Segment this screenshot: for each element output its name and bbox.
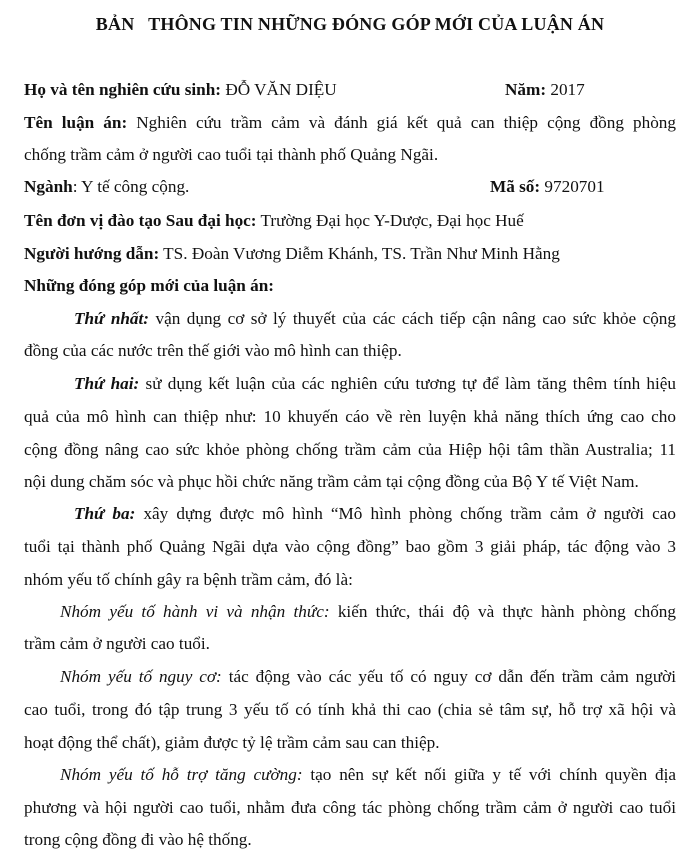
third-line-3: nhóm yếu tố chính gây ra bệnh trầm cảm, đó là: [24,570,353,589]
second-line-2: quả của mô hình can thiệp như: 10 khuyến cáo về rèn luyện khả năng thích ứng cao cho [24,407,676,426]
group2-line-2: cao tuổi, trong đó tập trung 3 yếu tố có tính khả thi cao (chia sẻ tâm sự, hỗ trợ xã hội và [24,700,676,719]
second-line-4: nội dung chăm sóc và phục hồi chức năng trầm cảm tại cộng đồng của Bộ Y tế Việt Nam. [24,472,639,491]
supervisor-line [24,244,676,264]
institution-line [24,211,676,231]
major-value: : Y tế công cộng. [72,177,190,196]
second-line-1: Thứ hai: sử dụng kết luận của các nghiên cứu tương tự để làm tăng thêm tính hiệu [74,374,676,393]
group3-line-3: trong cộng đồng đi vào hệ thống. [24,830,252,849]
code-value: 9720701 [540,177,605,196]
major-label: Ngành [24,177,73,196]
supervisor-label: Người hướng dẫn: [24,244,160,263]
group1-line-2: trầm cảm ở người cao tuổi. [24,634,210,653]
document-title: BẢN THÔNG TIN NHỮNG ĐÓNG GÓP MỚI CỦA LUẬN ÁN [95,14,605,34]
group2-line-1: Nhóm yếu tố nguy cơ: tác động vào các yếu tố có nguy cơ dẫn đến trầm cảm người [60,667,677,686]
thesis-label: Tên luận án: [24,113,128,132]
group1-label: Nhóm yếu tố hành vi và nhận thức: [60,602,330,621]
code-field [490,177,605,197]
third-line-2: tuổi tại thành phố Quảng Ngãi dựa vào cộng đồng” bao gồm 3 giải pháp, tác động vào 3 [24,537,676,556]
third-line-1: Thứ ba: xây dựng được mô hình “Mô hình phòng chống trầm cảm ở người cao [74,504,676,523]
second-label: Thứ hai: [74,374,140,393]
thesis-title-part1: Nghiên cứu trầm cảm và đánh giá kết quả can thiệp cộng đồng phòng [127,113,676,132]
institution-value: Trường Đại học Y-Dược, Đại học Huế [256,211,524,230]
thesis-title-part2: chống trầm cảm ở người cao tuổi tại thành phố Quảng Ngãi. [24,145,439,164]
third-label: Thứ ba: [74,504,136,523]
group3-label: Nhóm yếu tố hỗ trợ tăng cường: [60,765,303,784]
thesis-line-2 [24,145,676,165]
first-line-1: Thứ nhất: vận dụng cơ sở lý thuyết của các cách tiếp cận nâng cao sức khỏe cộng [74,309,676,328]
group3-line-2: phương và hội người cao tuổi, nhằm đưa công tác phòng chống trầm cảm ở người cao tuổi [24,798,676,817]
supervisor-value: TS. Đoàn Vương Diễm Khánh, TS. Trần Như Minh Hằng [159,244,560,263]
group2-label: Nhóm yếu tố nguy cơ: [60,667,222,686]
group2-line-3: hoạt động thể chất), giảm được tỷ lệ trầm cảm sau can thiệp. [24,733,440,752]
contributions-heading: Những đóng góp mới của luận án: [24,276,275,295]
year-value: 2017 [546,80,585,99]
institution-label: Tên đơn vị đào tạo Sau đại học: [24,211,257,230]
thesis-line-1 [24,113,676,133]
group1-line-1: Nhóm yếu tố hành vi và nhận thức: kiến thức, thái độ và thực hành phòng chống [60,602,676,621]
student-name: ĐỖ VĂN DIỆU [221,80,337,99]
student-label: Họ và tên nghiên cứu sinh: [24,80,222,99]
first-label: Thứ nhất: [74,309,150,328]
first-line-2: đồng của các nước trên thế giới vào mô hình can thiệp. [24,341,402,360]
group3-line-1: Nhóm yếu tố hỗ trợ tăng cường: tạo nên sự kết nối giữa y tế với chính quyền địa [60,765,676,784]
year-label: Năm: [505,80,547,99]
year-field [505,80,585,100]
second-line-3: cộng đồng nâng cao sức khỏe phòng chống trầm cảm của Hiệp hội tâm thần Australia; 11 [24,440,676,459]
code-label: Mã số: [490,177,541,196]
